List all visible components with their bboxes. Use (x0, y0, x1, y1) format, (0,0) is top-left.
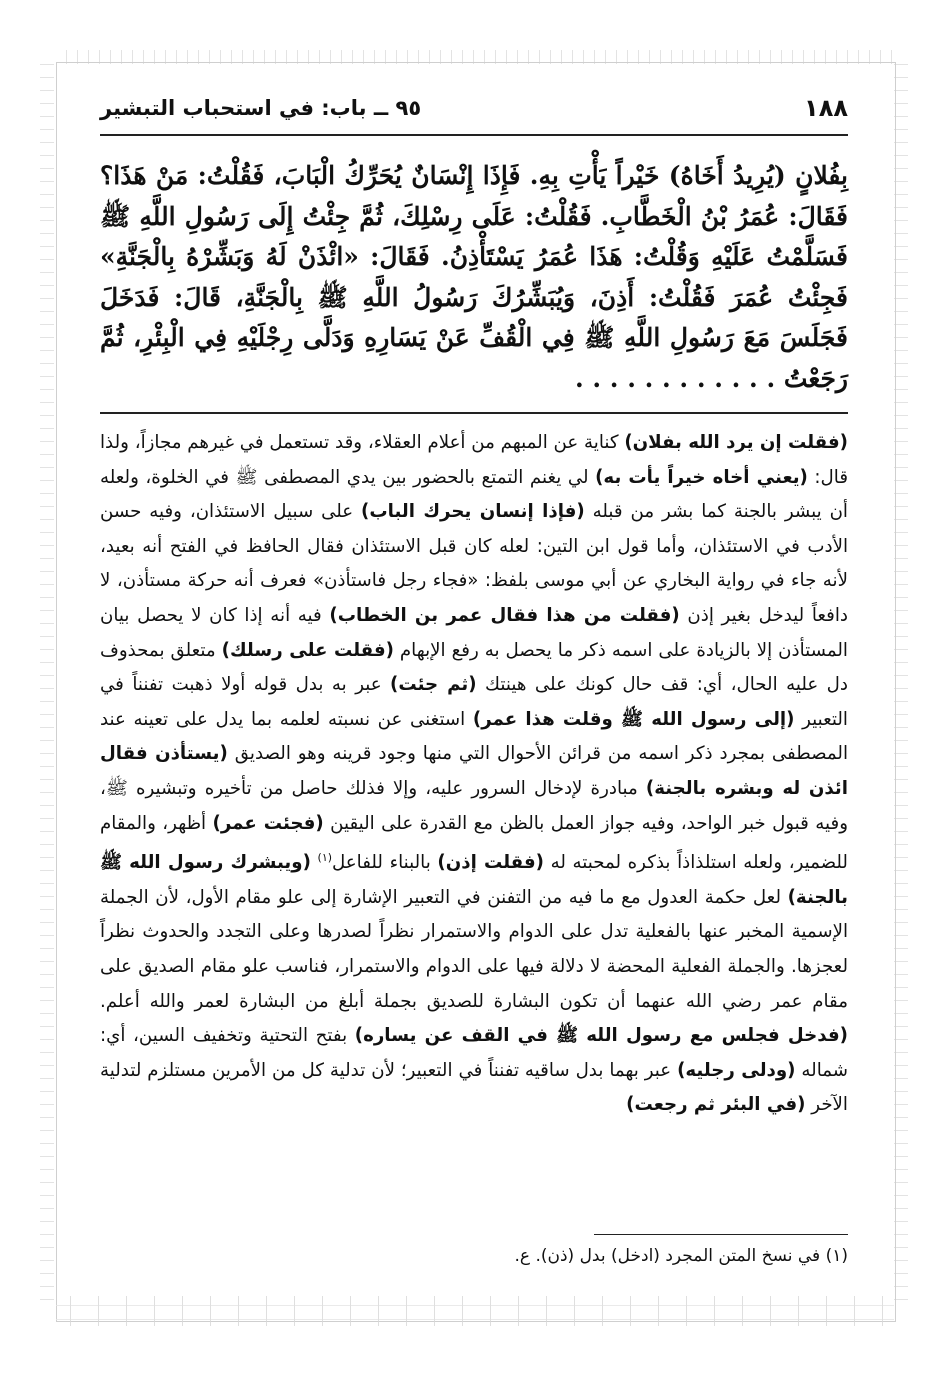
commentary-segment: استغنى عن نسبته لعلمه بما يدل على تعينه عند المصطفى بمجرد ذكر اسمه من قرائن الأحوال التي منها وجود قرينه وهو الصديق (100, 708, 848, 765)
commentary-segment: لي يغنم التمتع بالحضور بين يدي المصطفى ﷺ في الخلوة، ولعله أن يبشر بالجنة كما بشر من قبله (100, 466, 848, 523)
quoted-matn-segment: (في البئر ثم رجعت) (626, 1094, 806, 1116)
commentary-segment: كناية عن المبهم من أعلام العقلاء، وقد تستعمل في غيرهم مجازاً، ولذا قال: (100, 432, 849, 488)
footnote-marker: (١) (317, 851, 333, 865)
hadith-paragraph: بِفُلانٍ (يُرِيدُ أَخَاهُ) خَيْراً يَأْتِ بِهِ. فَإِذَا إِنْسَانٌ يُحَرِّكُ الْبَابَ، فَقُلْتُ: مَنْ هَذَا؟ فَقَالَ: عُمَرُ بْنُ الْخَطَّابِ. فَقُلْتُ: عَلَى رِسْلِكَ، ثُمَّ جِئْتُ إِلَى رَسُولِ اللَّهِ ﷺ فَسَلَّمْتُ عَلَيْهِ وَقُلْتُ: هَذَا عُمَرُ يَسْتَأْذِنُ. فَقَالَ: «ائْذَنْ لَهُ وَبَشِّرْهُ بِالْجَنَّةِ» فَجِئْتُ عُمَرَ فَقُلْتُ: أَذِنَ، وَيُبَشِّرُكَ رَسُولُ اللَّهِ ﷺ بِالْجَنَّةِ، قَالَ: فَدَخَلَ فَجَلَسَ مَعَ رَسُولِ اللَّهِ ﷺ فِي الْقُفِّ عَنْ يَسَارِهِ وَدَلَّى رِجْلَيْهِ فِي الْبِئْرِ، ثُمَّ رَجَعْتُ . . . . . . . . . . . . (100, 161, 848, 393)
footnote: (١) في نسخ المتن المجرد (ادخل) بدل (ذن). ع. (514, 1246, 848, 1266)
footnote-rule (594, 1234, 848, 1235)
section-divider (100, 412, 848, 414)
commentary-segment: مبادرة لإدخال السرور عليه، وإلا فذلك حاصل من تأخيره وتبشيره ﷺ، وفيه قبول خبر الواحد، وفيه جواز العمل بالظن مع القدرة على اليقين (100, 777, 848, 834)
page-number: ١٨٨ (804, 94, 848, 122)
header-rule (100, 134, 848, 136)
quoted-matn-segment: (إلى رسول الله ﷺ وقلت هذا عمر) (472, 708, 795, 730)
quoted-matn-segment: (فإذا إنسان يحرك الباب) (361, 501, 585, 523)
commentary-segment (311, 852, 318, 873)
page-border-left (40, 62, 54, 1312)
hadith-text (100, 156, 848, 399)
commentary-segment: متعلق بمحذوف دل عليه الحال، أي: قف حال كونك على هينتك (100, 639, 848, 696)
commentary-segment: بالبناء للفاعل (332, 852, 438, 874)
quoted-matn-segment: (ودلى رجليه) (677, 1059, 796, 1081)
commentary-segment: عبر بهما بدل ساقيه تفنناً في التعبير؛ لأن تدلية كل من الأمرين مستلزم لتدلية الآخر (100, 1059, 848, 1116)
quoted-matn-segment: (يعني أخاه خيراً يأت به) (595, 466, 808, 488)
quoted-matn-segment: (يستأذن فقال ائذن له وبشره بالجنة) (100, 743, 848, 799)
quoted-matn-segment: (فقلت على رسلك) (221, 639, 394, 661)
page-header (100, 92, 848, 132)
quoted-matn-segment: (فقلت إذن) (437, 852, 544, 874)
quoted-matn-segment: (ثم جئت) (390, 674, 477, 696)
commentary-segment: أظهر، والمقام للضمير، ولعله استلذاذاً بذكره لمحبته له (100, 812, 848, 874)
commentary-segment: عبر به بدل قوله أولا ذهبت تفنناً في التعبير (100, 674, 848, 730)
quoted-matn-segment: (فدخل فجلس مع رسول الله ﷺ في القف عن يساره) (354, 1025, 848, 1047)
commentary-segment: بفتح التحتية وتخفيف السين، أي: شماله (100, 1025, 849, 1081)
commentary-segment: فيه أنه إذا كان لا يحصل بيان المستأذن إلا بالزيادة على اسمه ذكر ما يحصل به رفع الإبهام (100, 604, 848, 661)
page-border-bottom (56, 1296, 894, 1326)
commentary-text (100, 426, 848, 1123)
quoted-matn-segment: (فقلت إن يرد الله بفلان) (624, 432, 848, 453)
quoted-matn-segment: (ويبشرك رسول الله ﷺ بالجنة) (100, 852, 848, 908)
page-border-right (894, 62, 908, 1312)
quoted-matn-segment: (فقلت من هذا فقال عمر بن الخطاب) (329, 604, 680, 626)
commentary-segment: على سبيل الاستئذان، وفيه حسن الأدب في الاستئذان، وأما قول ابن التين: لعله كان قبل الاستئذان فقال الحافظ في الفتح أنه بعيد، لأنه جاء في رواية البخاري عن أبي موسى بلفظ: «فجاء رجل فاستأذن» فعرف أنه حركة مستأذن، لا دافعاً ليدخل بغير إذن (100, 501, 849, 626)
quoted-matn-segment: (فجئت عمر) (212, 812, 324, 834)
commentary-segment: لعل حكمة العدول مع ما فيه من التفنن في التعبير الإشارة إلى علو مقام الأول، لأن الجملة الإسمية المخبر عنها بالفعلية تدل على الدوام والاستمرار نظراً لصدرها وعلى التجدد والحدوث نظراً لعجزها. والجملة الفعلية المحضة لا دلالة فيها على الدوام والاستمرار، فناسب علو مقام الصديق على مقام عمر رضي الله عنهما أن تكون البشارة للصديق بجملة أبلغ من البشارة لعمر والله أعلم. (100, 886, 848, 1012)
chapter-title: ٩٥ ــ باب: في استحباب التبشير (100, 96, 422, 120)
